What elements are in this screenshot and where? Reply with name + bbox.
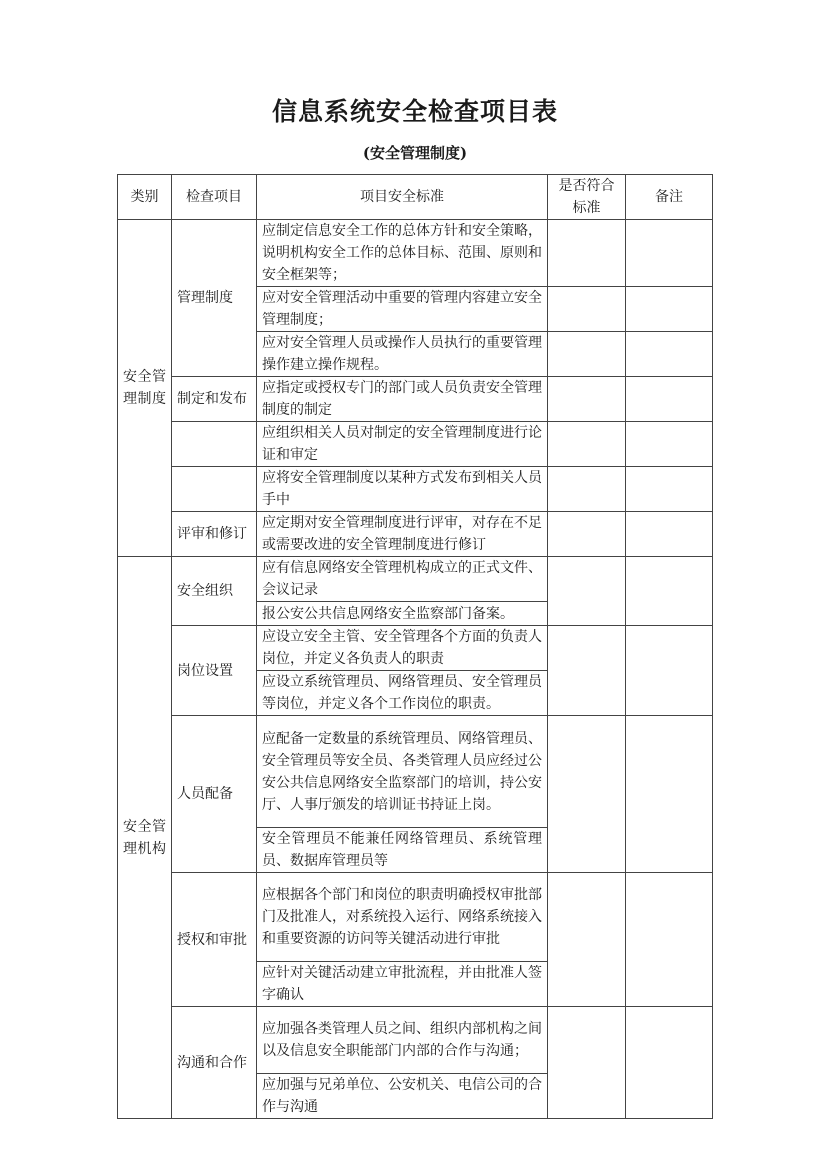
conform-cell[interactable]: [548, 287, 626, 332]
table-row: [118, 626, 713, 671]
note-cell[interactable]: [626, 1007, 713, 1119]
header-row: [118, 175, 713, 220]
table-row: [118, 512, 713, 557]
header-standard: 项目安全标准: [257, 175, 548, 220]
table-row: [118, 422, 713, 467]
standard-cell: 应根据各个部门和岗位的职责明确授权审批部门及批准人，对系统投入运行、网络系统接入和重要资源的访问等关键活动进行审批: [257, 873, 548, 962]
standard-cell: 应组织相关人员对制定的安全管理制度进行论证和审定: [257, 422, 548, 467]
item-cell: 评审和修订: [172, 512, 257, 557]
note-cell[interactable]: [626, 716, 713, 873]
category-cell: 安全管理机构: [118, 557, 172, 1119]
table-row: [118, 467, 713, 512]
conform-cell[interactable]: [548, 332, 626, 377]
header-note: 备注: [626, 175, 713, 220]
item-cell: 人员配备: [172, 716, 257, 873]
standard-cell: 应有信息网络安全管理机构成立的正式文件、会议记录: [257, 557, 548, 602]
standard-cell: 应将安全管理制度以某种方式发布到相关人员手中: [257, 467, 548, 512]
table-row: [118, 377, 713, 422]
note-cell[interactable]: [626, 512, 713, 557]
table-row: [118, 716, 713, 828]
item-cell: 制定和发布: [172, 377, 257, 422]
checklist-table: [117, 174, 713, 1119]
standard-cell: 报公安公共信息网络安全监察部门备案。: [257, 602, 548, 626]
standard-cell: 应定期对安全管理制度进行评审，对存在不足或需要改进的安全管理制度进行修订: [257, 512, 548, 557]
standard-cell: 应加强与兄弟单位、公安机关、电信公司的合作与沟通: [257, 1074, 548, 1119]
header-item: 检查项目: [172, 175, 257, 220]
note-cell[interactable]: [626, 557, 713, 626]
table-row: [118, 220, 713, 287]
note-cell[interactable]: [626, 332, 713, 377]
conform-cell[interactable]: [548, 557, 626, 626]
item-cell: 管理制度: [172, 220, 257, 377]
note-cell[interactable]: [626, 873, 713, 1007]
table-row: [118, 557, 713, 602]
note-cell[interactable]: [626, 377, 713, 422]
document-title: 信息系统安全检查项目表: [271, 97, 558, 126]
standard-cell: 应加强各类管理人员之间、组织内部机构之间以及信息安全职能部门内部的合作与沟通；: [257, 1007, 548, 1074]
item-cell: 授权和审批: [172, 873, 257, 1007]
standard-cell: 应针对关键活动建立审批流程，并由批准人签字确认: [257, 962, 548, 1007]
standard-cell: 应指定或授权专门的部门或人员负责安全管理制度的制定: [257, 377, 548, 422]
header-category: 类别: [118, 175, 172, 220]
conform-cell[interactable]: [548, 422, 626, 467]
conform-cell[interactable]: [548, 377, 626, 422]
standard-cell: 应对安全管理活动中重要的管理内容建立安全管理制度；: [257, 287, 548, 332]
conform-cell[interactable]: [548, 873, 626, 1007]
category-cell: 安全管理制度: [118, 220, 172, 557]
conform-cell[interactable]: [548, 1007, 626, 1119]
document-subtitle: (安全管理制度): [362, 144, 468, 162]
conform-cell[interactable]: [548, 220, 626, 287]
item-cell: [172, 422, 257, 467]
table-row: [118, 873, 713, 962]
note-cell[interactable]: [626, 422, 713, 467]
standard-cell: 应设立系统管理员、网络管理员、安全管理员等岗位，并定义各个工作岗位的职责。: [257, 671, 548, 716]
item-cell: 安全组织: [172, 557, 257, 626]
conform-cell[interactable]: [548, 626, 626, 716]
conform-cell[interactable]: [548, 716, 626, 873]
note-cell[interactable]: [626, 467, 713, 512]
standard-cell: 应设立安全主管、安全管理各个方面的负责人岗位，并定义各负责人的职责: [257, 626, 548, 671]
standard-cell: 应配备一定数量的系统管理员、网络管理员、安全管理员等安全员、各类管理人员应经过公安公共信息网络安全监察部门的培训，持公安厅、人事厅颁发的培训证书持证上岗。: [257, 716, 548, 828]
item-cell: 沟通和合作: [172, 1007, 257, 1119]
item-cell: 岗位设置: [172, 626, 257, 716]
note-cell[interactable]: [626, 220, 713, 287]
conform-cell[interactable]: [548, 512, 626, 557]
standard-cell: 应对安全管理人员或操作人员执行的重要管理操作建立操作规程。: [257, 332, 548, 377]
standard-cell: 应制定信息安全工作的总体方针和安全策略，说明机构安全工作的总体目标、范围、原则和安全框架等；: [257, 220, 548, 287]
item-cell: [172, 467, 257, 512]
note-cell[interactable]: [626, 626, 713, 716]
standard-cell: 安全管理员不能兼任网络管理员、系统管理员、数据库管理员等: [257, 828, 548, 873]
note-cell[interactable]: [626, 287, 713, 332]
conform-cell[interactable]: [548, 467, 626, 512]
header-conform: 是否符合标准: [548, 175, 626, 220]
table-row: [118, 1007, 713, 1074]
